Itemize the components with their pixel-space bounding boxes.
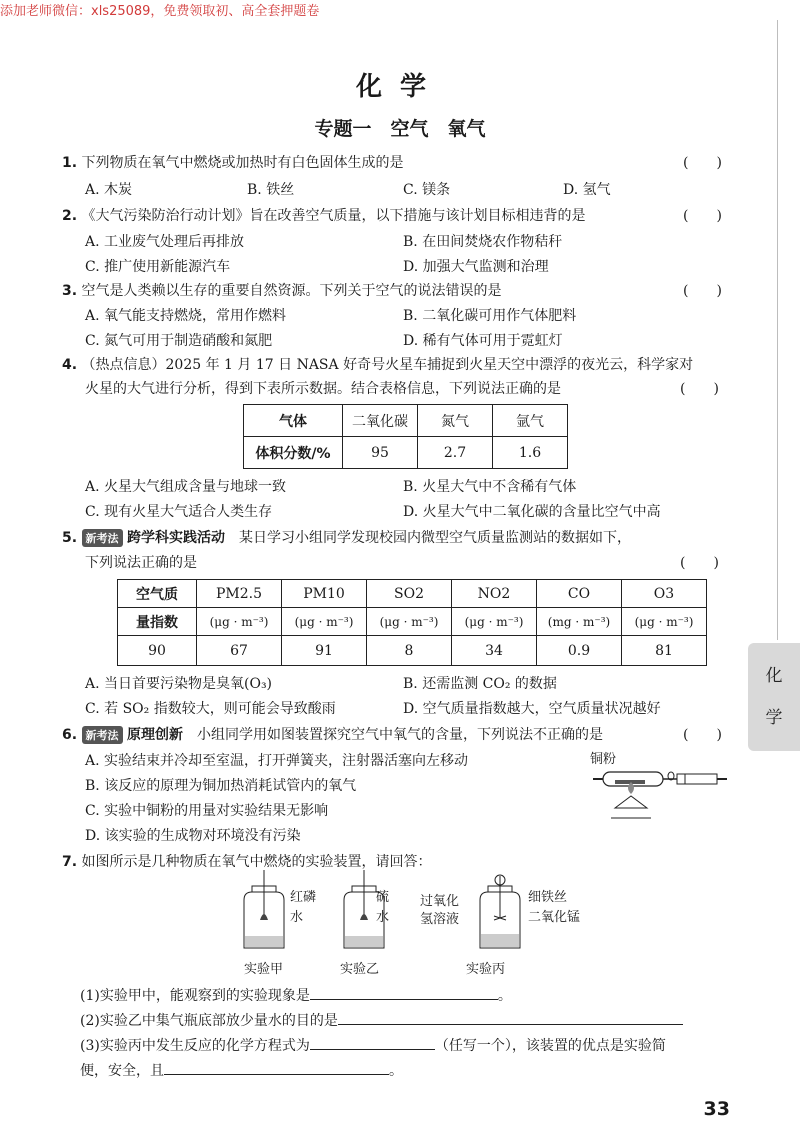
- hydrogen-peroxide-label: 过氧化: [420, 894, 460, 909]
- table-cell: 90: [118, 636, 197, 666]
- table-header: PM2.5: [197, 580, 282, 608]
- table-header: 量指数: [118, 608, 197, 636]
- hydrogen-peroxide-label: 氢溶液: [420, 912, 460, 927]
- table-unit: (μg · m⁻³): [452, 608, 537, 636]
- table-header: SO2: [367, 580, 452, 608]
- question-3-stem: 3. 空气是人类赖以生存的重要自然资源。下列关于空气的说法错误的是: [62, 283, 502, 299]
- caption-exp-b: 实验乙: [340, 962, 380, 977]
- option-d: D. 氢气: [563, 182, 611, 198]
- answer-paren: ( ): [683, 283, 722, 299]
- table-unit: (μg · m⁻³): [197, 608, 282, 636]
- table-cell: 1.6: [493, 437, 568, 469]
- table-header: O3: [622, 580, 707, 608]
- red-phosphorus-label: 红磷: [290, 890, 317, 905]
- answer-paren: ( ): [683, 727, 722, 743]
- option-c: C. 镁条: [403, 182, 451, 198]
- option-d: D. 空气质量指数越大，空气质量状况越好: [403, 701, 661, 717]
- subject-tab: [748, 643, 800, 751]
- subquestion-2: (2)实验乙中集气瓶底部放少量水的目的是: [80, 1010, 683, 1030]
- topic-title: 专题一 空气 氧气: [314, 118, 486, 140]
- subject-tab-char: 化: [765, 666, 783, 686]
- option-b: B. 该反应的原理为铜加热消耗试管内的氧气: [85, 778, 357, 794]
- subquestion-1: (1)实验甲中，能观察到的实验现象是 。: [80, 988, 512, 1004]
- new-method-tag: 新考法: [82, 529, 123, 547]
- table-header: 空气质: [118, 580, 197, 608]
- option-b: B. 还需监测 CO₂ 的数据: [403, 676, 557, 692]
- option-a: A. 木炭: [85, 182, 133, 198]
- table-cell: 8: [367, 636, 452, 666]
- table-cell: 67: [197, 636, 282, 666]
- question-5-stem: 5. 新考法 跨学科实践活动 某日学习小组同学发现校园内微型空气质量监测站的数据如下，: [62, 530, 631, 546]
- table-header: PM10: [282, 580, 367, 608]
- option-b: B. 火星大气中不含稀有气体: [403, 479, 577, 495]
- copper-oxygen-apparatus-figure: [585, 762, 730, 824]
- manganese-dioxide-label: 二氧化锰: [528, 910, 581, 925]
- option-a: A. 工业废气处理后再排放: [85, 234, 245, 250]
- subject-tab-char: 学: [765, 708, 783, 728]
- answer-paren: ( ): [680, 555, 719, 571]
- margin-line: [777, 20, 778, 640]
- table-unit: (μg · m⁻³): [622, 608, 707, 636]
- table-unit: (μg · m⁻³): [367, 608, 452, 636]
- sulfur-label: 硫: [376, 890, 390, 905]
- option-d: D. 该实验的生成物对环境没有污染: [85, 828, 301, 844]
- question-1-stem: 1. 下列物质在氧气中燃烧或加热时有白色固体生成的是: [62, 155, 404, 171]
- iron-wire-label: 细铁丝: [528, 890, 568, 905]
- option-c: C. 推广使用新能源汽车: [85, 259, 231, 275]
- option-d: D. 稀有气体可用于霓虹灯: [403, 333, 563, 349]
- question-4-stem: 4. （热点信息）2025 年 1 月 17 日 NASA 好奇号火星车捕捉到火星天空中漂浮的夜光云，科学家对: [62, 357, 694, 373]
- table-unit: (mg · m⁻³): [537, 608, 622, 636]
- table-cell: 91: [282, 636, 367, 666]
- option-a: A. 火星大气组成含量与地球一致: [85, 479, 287, 495]
- table-cell: 2.7: [418, 437, 493, 469]
- option-c: C. 氮气可用于制造硝酸和氮肥: [85, 333, 273, 349]
- table-header: 二氧化碳: [343, 405, 418, 437]
- question-5-stem-cont: 下列说法正确的是: [85, 555, 197, 571]
- table-header: 气体: [244, 405, 343, 437]
- page-title: 化学: [355, 72, 444, 102]
- subquestion-3: (3)实验丙中发生反应的化学方程式为 （任写一个），该装置的优点是实验简: [80, 1038, 666, 1054]
- option-b: B. 在田间焚烧农作物秸秆: [403, 234, 563, 250]
- option-c: C. 若 SO₂ 指数较大，则可能会导致酸雨: [85, 701, 336, 717]
- table-header: 氩气: [493, 405, 568, 437]
- table-header: 氮气: [418, 405, 493, 437]
- caption-exp-c: 实验丙: [466, 962, 506, 977]
- air-quality-table: [117, 579, 707, 666]
- answer-paren: ( ): [680, 381, 719, 397]
- table-cell: 95: [343, 437, 418, 469]
- page-number: 33: [703, 1098, 730, 1120]
- table-header: CO: [537, 580, 622, 608]
- mars-atmosphere-table: [243, 404, 568, 469]
- answer-paren: ( ): [683, 208, 722, 224]
- table-cell: 81: [622, 636, 707, 666]
- option-b: B. 铁丝: [247, 182, 295, 198]
- subquestion-3-cont: 便，安全，且 。: [80, 1063, 403, 1079]
- option-c: C. 实验中铜粉的用量对实验结果无影响: [85, 803, 329, 819]
- water-label: 水: [376, 910, 390, 925]
- answer-paren: ( ): [683, 155, 722, 171]
- water-label: 水: [290, 910, 304, 925]
- option-c: C. 现有火星大气适合人类生存: [85, 504, 273, 520]
- copper-powder-label: 铜粉: [590, 752, 617, 767]
- option-d: D. 火星大气中二氧化碳的含量比空气中高: [403, 504, 661, 520]
- question-6-stem: 6. 新考法 原理创新 小组同学用如图装置探究空气中氧气的含量，下列说法不正确的是: [62, 727, 603, 743]
- table-row-label: 体积分数/%: [244, 437, 343, 469]
- table-header: NO2: [452, 580, 537, 608]
- new-method-tag: 新考法: [82, 726, 123, 744]
- option-a: A. 氧气能支持燃烧，常用作燃料: [85, 308, 287, 324]
- watermark-text: 添加老师微信：xls25089，免费领取初、高全套押题卷: [0, 4, 320, 19]
- option-d: D. 加强大气监测和治理: [403, 259, 549, 275]
- question-4-stem-cont: 火星的大气进行分析，得到下表所示数据。结合表格信息，下列说法正确的是: [85, 381, 561, 397]
- table-cell: 34: [452, 636, 537, 666]
- option-a: A. 当日首要污染物是臭氧(O₃): [85, 676, 273, 692]
- table-cell: 0.9: [537, 636, 622, 666]
- question-7-stem: 7. 如图所示是几种物质在氧气中燃烧的实验装置，请回答：: [62, 854, 432, 870]
- option-a: A. 实验结束并冷却至室温，打开弹簧夹，注射器活塞向左移动: [85, 753, 469, 769]
- option-b: B. 二氧化碳可用作气体肥料: [403, 308, 577, 324]
- combustion-apparatus-figure: [238, 870, 581, 955]
- question-2-stem: 2. 《大气污染防治行动计划》旨在改善空气质量，以下措施与该计划目标相违背的是: [62, 208, 586, 224]
- caption-exp-a: 实验甲: [244, 962, 284, 977]
- table-unit: (μg · m⁻³): [282, 608, 367, 636]
